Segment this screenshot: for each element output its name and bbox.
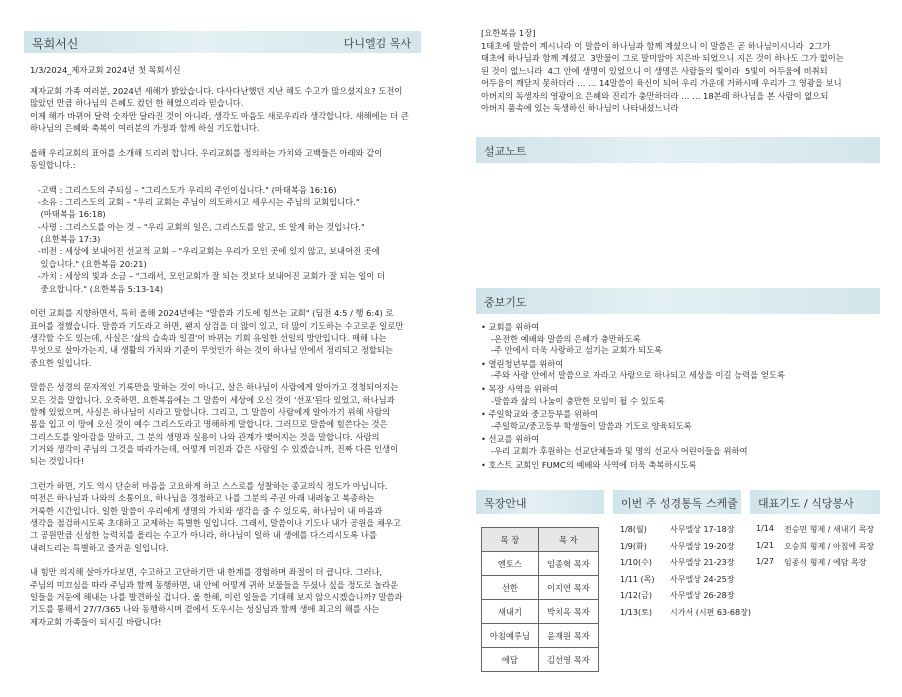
scripture-line: 1태초에 말씀이 계시니라 이 말씀이 하나님과 함께 계셨으니 이 말씀은 곧 하나님이시니라 2그가 — [481, 40, 831, 51]
letter-line: 주님의 미끄심을 따라 주님과 함께 동행하면, 내 안에 어떻게 귀하 보물들을 두셨나 싶을 정도로 놀라운 — [30, 579, 399, 590]
mokjang-row — [482, 576, 599, 600]
duty-header — [750, 490, 880, 514]
letter-line: 많았던 만큼 하나님의 은혜도 컸던 한 해였으리라 믿습니다. — [30, 98, 244, 109]
prayer-item-detail: -주와 사랑 안에서 말씀으로 자라고 사랑으로 하나되고 세상을 이길 능력을 얻도록 — [491, 370, 785, 381]
reading-header — [613, 490, 741, 514]
letter-line: (마태복음 16:18) — [30, 209, 106, 220]
letter-line: 생각할 수도 있는데, 사실은 '삶의 습속과 일결'이 바뀌는 기회 유일한 선일의 방안입니다. 매해 나는 — [30, 332, 387, 343]
mokjang-name: 새내기 — [482, 600, 539, 624]
reading-schedule — [620, 524, 751, 623]
prayer-list — [481, 322, 881, 473]
prayer-item-detail: -온전한 예배와 말씀의 은혜가 충만하도록 — [491, 333, 641, 344]
scripture-line: 어두움이 깨닫지 못하더라 … … 14말씀이 육신이 되어 우리 가운데 거하시매 우리가 그 영광을 보니 — [481, 78, 842, 88]
letter-line: -소유 : 그리스도의 교회 – "우리 교회는 주님이 의도하시고 세우시는 주님의 교회입니다." — [30, 197, 360, 208]
letter-line: 제자교회 가족들이 되시길 바랍니다! — [30, 616, 162, 627]
scripture-line: 태초에 하나님과 함께 계셨고 3만물이 그로 말미암아 지은바 되었으니 지은 것이 하나도 그가 없이는 — [481, 53, 844, 63]
mokjang-leader: 김선영 목자 — [538, 648, 598, 672]
duty-schedule — [756, 524, 881, 574]
reading-title: 이번 주 성경통독 스케쥴 — [621, 497, 738, 510]
letter-body — [30, 85, 425, 640]
letter-line: 있습니다." (요한복음 20:21) — [30, 258, 147, 269]
prayer-item-title: • 교회를 위하여 — [481, 322, 540, 332]
letter-line: (요한복음 17:3) — [30, 234, 101, 245]
letter-line: -비전 : 세상에 보내어진 선교적 교회 – "우리교회는 우리가 모인 곳에 있지 않고, 보내어진 곳에 — [30, 246, 380, 257]
prayer-item-title: • 호스트 교회인 FUMC의 예배와 사역에 더욱 축복하시도록 — [481, 459, 697, 470]
letter-paragraph — [30, 566, 425, 628]
reading-passage: 사무엘상 24-25장 — [670, 574, 735, 584]
reading-row — [620, 607, 751, 624]
letter-paragraph — [30, 480, 425, 554]
letter-paragraph — [30, 184, 425, 295]
letter-paragraph — [30, 147, 425, 172]
letter-line: -고백 : 그리스도의 주되심 – "그리스도가 우리의 주인이십니다." (마태복음 16:16) — [30, 184, 337, 195]
letter-line: -사명 : 그리스도를 아는 것 – "우리 교회의 일은, 그리스도를 알고, 또 알게 하는 것입니다." — [30, 221, 365, 232]
mokjang-name: 아침예루님 — [482, 624, 539, 648]
prayer-item-title: • 주일학교와 중고등부를 위하여 — [481, 409, 598, 420]
prayer-item-detail: -말씀과 삶의 나눔이 충만한 모임이 될 수 있도록 — [491, 395, 665, 406]
reading-row — [620, 541, 745, 558]
scripture-line: 된 것이 없느니라 4그 안에 생명이 있었으니 이 생명은 사람들의 빛이라 5빛이 어두움에 비취되 — [481, 65, 828, 76]
pastoral-letter-header — [24, 31, 421, 53]
reading-date: 1/8(월) — [620, 525, 647, 534]
scripture-passage — [481, 27, 881, 115]
letter-line: 제자교회 가족 여러분, 2024년 새해가 밝았습니다. 다사다난했던 지난 해도 수고가 많으셨지요? 도전이 — [30, 86, 403, 96]
letter-line: 내 힘만 의지해 살아가다보면, 수고하고 고단하기만 내 한계를 경험하며 좌절이 더 큽니다. 그러나, — [30, 567, 383, 578]
letter-line: 말씀은 성경의 문자적인 기록만을 말하는 것이 아니고, 살은 하나님이 사람에게 알아가고 경청되어지는 — [30, 382, 399, 393]
letter-line: 무엇으로 살아가는지, 내 생활의 가치와 기준이 무엇인가 하는 것이 하나님 안에서 정리되고 정할되는 — [30, 345, 393, 356]
mokjang-row — [482, 552, 599, 576]
reading-passage: 시가서 (시편 63-68장) — [670, 607, 751, 617]
mokjang-row — [482, 648, 599, 672]
reading-passage: 사무엘상 26-28장 — [670, 591, 735, 600]
letter-line: 몸을 입고 이 땅에 오신 것이 예수 그리스도라고 명해하게 말합니다. 그러므로 말씀에 힘쓴다는 것은 — [30, 419, 388, 430]
duty-row — [756, 557, 881, 574]
letter-line: 거룩한 시간입니다. 일한 말씀이 우리에게 생명의 가치와 생각을 줄 수 있도록, 하나님이 내 마음과 — [30, 505, 383, 516]
pastoral-letter-title: 목회서신 — [32, 37, 79, 51]
prayer-item — [481, 322, 881, 357]
letter-line: -가치 : 세상의 빛과 소금 – "그래서, 모인교회가 잘 되는 것보다 보내어진 교회가 잘 되는 일이 더 — [30, 271, 386, 282]
reading-passage: 사무엘상 17-18장 — [670, 525, 735, 534]
mokjang-row — [482, 600, 599, 624]
letter-line: 그런가 하면, 기도 역시 단순히 마음을 고요하게 하고 스스로를 성찰하는 종교의식 정도가 아닙니다. — [30, 481, 388, 491]
letter-paragraph — [30, 85, 425, 134]
sermon-note-header — [476, 137, 880, 163]
letter-line: 중요합니다." (요한복음 5:13-14) — [30, 283, 164, 294]
mokjang-header — [476, 490, 604, 514]
duty-row — [756, 524, 881, 541]
mokjang-name: 에담 — [482, 648, 539, 672]
sermon-note-title: 설교노트 — [484, 145, 527, 158]
scripture-line: 아버지의 독생자의 영광이요 은혜와 진리가 충만하더라 … … 18본래 하나님을 본 사람이 없으되 — [481, 90, 829, 101]
prayer-item — [481, 384, 881, 407]
prayer-item-detail: -우리 교회가 후원하는 선교단체들과 및 명의 선교사 어린이들을 위하여 — [491, 445, 748, 456]
letter-line: 일들을 거둔에 해내는 나를 발견하실 겁니다. 올 한해, 이런 일들을 기대해 보지 않으시겠습니까? 말씀과 — [30, 592, 403, 603]
reading-date: 1/13(토) — [620, 607, 652, 617]
mokjang-leader: 이지연 목자 — [538, 576, 598, 600]
duty-date: 1/27 — [756, 557, 774, 566]
scripture-line: 아버지 품속에 있는 독생하신 하나님이 나타내셨느니라 — [481, 103, 679, 113]
letter-paragraph — [30, 307, 425, 369]
duty-assignment: 임종식 형제 / 에담 목장 — [784, 558, 867, 567]
duty-assignment: 전승민 형제 / 새내기 목장 — [784, 525, 875, 534]
reading-row — [620, 590, 745, 607]
letter-line: 이런 교회를 지향하면서, 특히 올해 2024년에는 "말씀과 기도에 힘쓰는 교회" (딤전 4:5 / 행 6:4) 로 — [30, 308, 394, 319]
letter-date-line: 1/3/2024_제자교회 2024년 첫 목회서신 — [30, 65, 181, 75]
prayer-item-title: • 열린청년부를 위하여 — [481, 358, 564, 369]
letter-line: 기거와 생각이 주님의 그것을 따라가는데, 어떻게 미친과 같은 사람일 수 있겠습니까, 진짜 다른 인생이 — [30, 443, 399, 454]
letter-line: 그리스도를 알아감을 말하고, 그 분의 생명과 실용이 나와 관계가 맺어지는 것을 말합니다. 사람의 — [30, 431, 380, 442]
letter-line: 이제 해가 바뀌어 달력 숫자만 달라진 것이 아니라, 생각도 마음도 새로우리라 생각합니다. 새해에는 더 큰 — [30, 110, 409, 121]
duty-row — [756, 541, 881, 558]
letter-line: 올해 우리교회의 표어를 소개해 드리려 합니다. 우리교회를 정의하는 가치와 고백들은 아래와 같이 — [30, 147, 383, 158]
letter-paragraph — [30, 381, 425, 467]
letter-line: 기도를 통해서 27/7/365 나와 동행하시며 곁에서 도우시는 성실님과 함께 생애 최고의 해를 사는 — [30, 604, 380, 615]
duty-date: 1/21 — [756, 540, 774, 550]
letter-line: 동일합니다.: — [30, 160, 76, 171]
letter-line: 표어를 정했습니다. 말씀과 기도라고 하면, 왠지 상검을 더 많이 있고, 더 많이 기도하는 수고로운 일로만 — [30, 320, 404, 331]
mokjang-name: 선한 — [482, 576, 539, 600]
letter-line: 그 공원만큼 신성한 능력치를 올리는 수고가 아니라, 하나님이 일하 내 생애를 다스리시도록 나를 — [30, 530, 377, 541]
mokjang-leader: 박치옥 목자 — [538, 600, 598, 624]
pastoral-letter-author: 다니엘김 목사 — [343, 37, 411, 50]
prayer-item-detail: -주일학교/중고등부 학생들이 말씀과 기도로 양육되도록 — [491, 420, 692, 431]
prayer-item-detail: -주 안에서 더욱 사랑하고 섬기는 교회가 되도록 — [491, 345, 663, 356]
prayer-title: 중보기도 — [484, 296, 527, 309]
letter-line: 중요한 일입니다. — [30, 357, 92, 368]
prayer-item-title: • 선교를 위하여 — [481, 434, 540, 445]
reading-row — [620, 524, 745, 541]
letter-line: 생각을 점검하시도록 초대하고 교제하는 특별한 일입니다. 그래서, 말씀이나 기도나 내가 공원을 채우고 — [30, 518, 401, 529]
letter-line: 내려드리는 특별하고 즐거운 일입니다. — [30, 542, 169, 553]
reading-date: 1/10(수) — [620, 558, 652, 567]
prayer-header — [476, 288, 880, 314]
mokjang-leader: 임종혁 목자 — [538, 552, 598, 576]
duty-date: 1/14 — [756, 524, 774, 533]
reading-row — [620, 557, 745, 574]
mokjang-column-header: 목 장 — [482, 528, 539, 552]
mokjang-row — [482, 624, 599, 648]
letter-line: 함께 있었으며, 사실은 하나님이 시라고 말합니다. 그리고, 그 말씀이 사람에게 알아가기 위해 사람의 — [30, 406, 391, 417]
reading-date: 1/12(금) — [620, 591, 652, 600]
mokjang-leader: 윤재원 목자 — [538, 624, 598, 648]
duty-title: 대표기도 / 식당봉사 — [758, 497, 854, 510]
letter-line: 모든 것을 말합니다. 오죽하면, 요한복음에는 그 말씀이 세상에 오신 것이 '선포'된다 있었고, 하나님과 — [30, 394, 395, 405]
mokjang-title: 목장안내 — [484, 497, 527, 510]
letter-line: 되는 것입니다! — [30, 456, 85, 467]
reading-row — [620, 574, 745, 591]
letter-line: 여전은 하나님과 나와의 소통이요, 하나님을 경청하고 나를 그분의 주권 아래 내려놓고 복종하는 — [30, 493, 375, 504]
reading-date: 1/9(화) — [620, 541, 647, 551]
reading-date: 1/11 (목) — [620, 574, 655, 584]
reading-passage: 사무엘상 19-20장 — [670, 541, 735, 551]
prayer-item — [481, 359, 881, 382]
mokjang-name: 엔토스 — [482, 552, 539, 576]
mokjang-table — [481, 527, 599, 672]
prayer-item — [481, 460, 881, 472]
letter-line: 하나님의 은혜와 축복이 여러분의 가정과 함께 하실 기도합니다. — [30, 123, 260, 134]
mokjang-column-header: 목 자 — [538, 528, 598, 552]
scripture-reference: [요한복음 1장] — [481, 28, 536, 38]
prayer-item — [481, 434, 881, 457]
reading-passage: 사무엘상 21-23장 — [670, 558, 735, 567]
duty-assignment: 오승희 형제 / 아침에 목장 — [784, 541, 875, 551]
prayer-item-title: • 목장 사역을 위하여 — [481, 383, 558, 394]
prayer-item — [481, 409, 881, 432]
